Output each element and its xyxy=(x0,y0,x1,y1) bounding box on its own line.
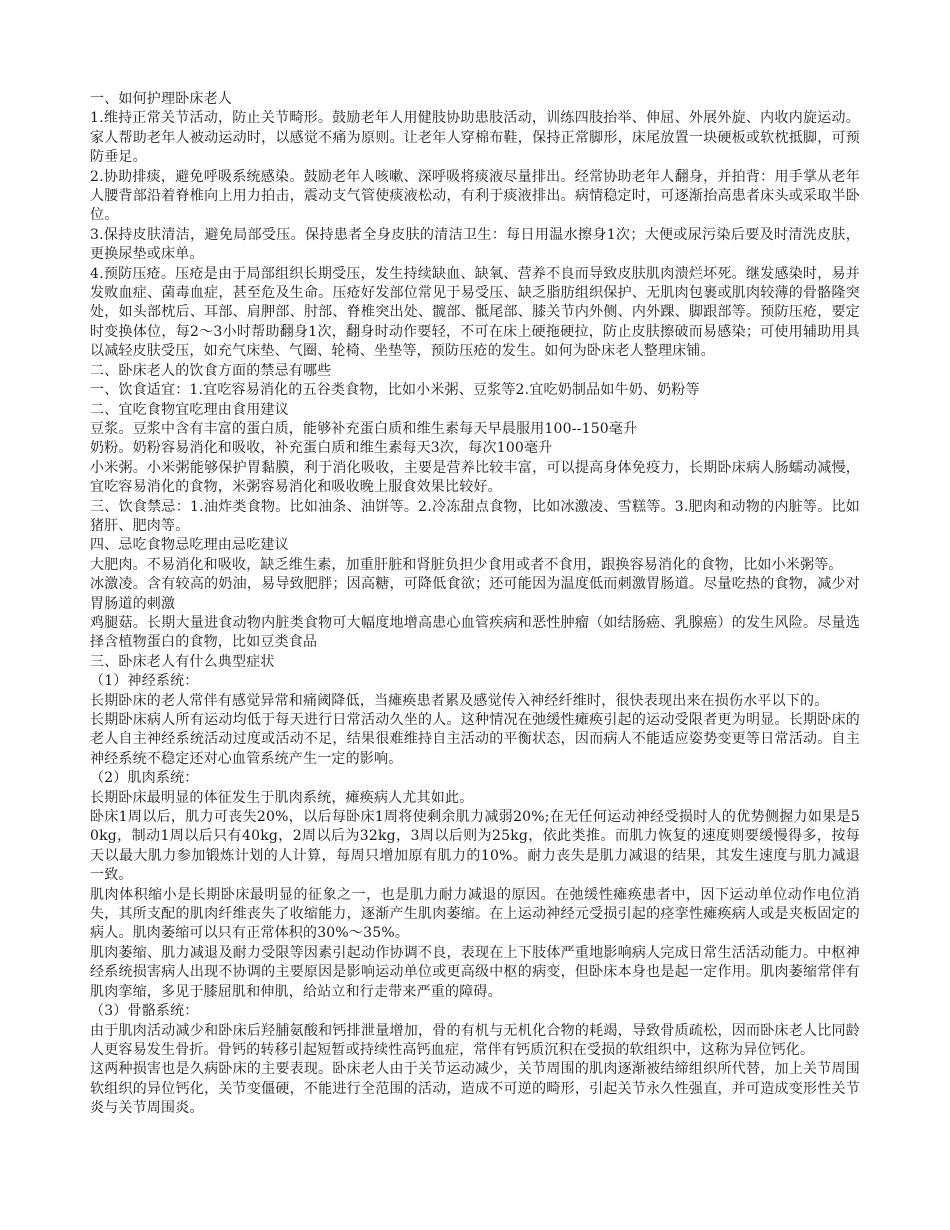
paragraph: 鸡腿菇。长期大量进食动物内脏类食物可大幅度地增高患心血管疾病和恶性肿瘤（如结肠癌、乳腺癌）的发生风险。尽量选择含植物蛋白的食物，比如豆类食品 xyxy=(90,614,860,651)
paragraph: 由于肌肉活动减少和卧床后羟脯氨酸和钙排泄量增加，骨的有机与无机化合物的耗竭，导致骨质疏松，因而卧床老人比同龄人更容易发生骨折。骨钙的转移引起短暂或持续性高钙血症，常伴有钙质沉积在受损的软组织中，这称为异位钙化。 xyxy=(90,1022,860,1058)
subsection-heading: （1）神经系统： xyxy=(90,673,199,690)
paragraph: 1.维持正常关节活动，防止关节畸形。鼓励老年人用健肢协助患肢活动，训练四肢抬举、伸屈、外展外旋、内收内旋运动。家人帮助老年人被动运动时，以感觉不痛为原则。让老年人穿棉布鞋，保持正常脚形，床尾放置一块硬板或软枕抵脚，可预防垂足。 xyxy=(90,110,860,166)
section-heading: 三、卧床老人有什么典型症状 xyxy=(90,653,275,670)
subsection-heading: 二、宜吃食物宜吃理由食用建议 xyxy=(90,401,289,418)
paragraph: 3.保持皮肤清洁，避免局部受压。保持患者全身皮肤的清洁卫生：每日用温水擦身1次；大便或尿污染后要及时清洗皮肤，更换尿垫或床单。 xyxy=(90,226,860,263)
paragraph: 4.预防压疮。压疮是由于局部组织长期受压，发生持续缺血、缺氧、营养不良而导致皮肤肌肉溃烂坏死。继发感染时，易并发败血症、菌毒血症，甚至危及生命。压疮好发部位常见于易受压、缺乏脂肪组织保护、无肌肉包裹或肌肉较薄的骨骼隆突处，如头部枕后、耳部、肩胛部、肘部、脊椎突出处、髋部、骶尾部、膝关节内外侧、内外踝、脚跟部等。预防压疮，要定时变换体位，每2～3小时帮助翻身1次，翻身时动作要轻，不可在床上硬拖硬拉，防止皮肤擦破而易感染；可使用辅助用具以减轻皮肤受压，如充气床垫、气圈、轮椅、坐垫等，预防压疮的发生。如何为卧床老人整理床铺。 xyxy=(90,265,860,360)
paragraph: 长期卧床的老人常伴有感觉异常和痛阈降低，当瘫痪患者累及感觉传入神经纤维时，很快表现出来在损伤水平以下的。 xyxy=(90,692,829,709)
paragraph: 小米粥。小米粥能够保护胃黏膜，利于消化吸收，主要是营养比较丰富，可以提高身体免疫力，长期卧床病人肠蠕动减慢，宜吃容易消化的食物，米粥容易消化和吸收晚上服食效果比较好。 xyxy=(90,459,860,496)
document-body xyxy=(90,90,860,1119)
paragraph: 卧床1周以后，肌力可丧失20%，以后每卧床1周将使剩余肌力减弱20%;在无任何运动神经受损时人的优势侧握力如果是50kg，制动1周以后只有40kg，2周以后为32kg，3周以后则为25kg，依此类推。而肌力恢复的速度则要缓慢得多，按每天以最大肌力参加锻炼计划的人计算，每周只增加原有肌力的10%。耐力丧失是肌力减退的结果，其发生速度与肌力减退一致。 xyxy=(90,809,860,884)
subsection-heading: （2）肌肉系统： xyxy=(90,770,199,787)
paragraph: 豆浆。豆浆中含有丰富的蛋白质，能够补充蛋白质和维生素每天早晨服用100--150毫升 xyxy=(90,420,638,437)
section-heading: 一、如何护理卧床老人 xyxy=(90,91,232,107)
paragraph: 2.协助排痰，避免呼吸系统感染。鼓励老年人咳嗽、深呼吸将痰液尽量排出。经常协助老年人翻身，并拍背：用手掌从老年人腰背部沿着脊椎向上用力拍击，震动支气管使痰液松动，有利于痰液排出。病情稳定时，可逐渐抬高患者床头或采取半卧位。 xyxy=(90,168,860,224)
subsection-heading: （3）骨骼系统： xyxy=(90,1003,199,1020)
paragraph: 大肥肉。不易消化和吸收，缺乏维生素，加重肝脏和肾脏负担少食用或者不食用，跟换容易消化的食物，比如小米粥等。 xyxy=(90,556,843,573)
subsection-heading: 四、忌吃食物忌吃理由忌吃建议 xyxy=(90,537,289,554)
section-heading: 二、卧床老人的饮食方面的禁忌有哪些 xyxy=(90,362,332,379)
paragraph: 奶粉。奶粉容易消化和吸收，补充蛋白质和维生素每天3次，每次100毫升 xyxy=(90,440,553,457)
paragraph: 一、饮食适宜：1.宜吃容易消化的五谷类食物，比如小米粥、豆浆等2.宜吃奶制品如牛奶、奶粉等 xyxy=(90,382,700,399)
paragraph: 冰激凌。含有较高的奶油，易导致肥胖；因高糖，可降低食欲；还可能因为温度低而刺激胃肠道。尽量吃热的食物，减少对胃肠道的刺激 xyxy=(90,576,860,612)
paragraph: 这两种损害也是久病卧床的主要表现。卧床老人由于关节运动减少，关节周围的肌肉逐渐被结缔组织所代替，加上关节周围软组织的异位钙化，关节变僵硬，不能进行全范围的活动，造成不可逆的畸形，引起关节永久性强直，并可造成变形性关节炎与关节周围炎。 xyxy=(90,1061,860,1117)
paragraph: 三、饮食禁忌：1.油炸类食物。比如油条、油饼等。2.冷冻甜点食物，比如冰激凌、雪糕等。3.肥肉和动物的内脏等。比如猪肝、肥肉等。 xyxy=(90,498,860,534)
paragraph: 肌肉体积缩小是长期卧床最明显的征象之一，也是肌力耐力减退的原因。在弛缓性瘫痪患者中，因下运动单位动作电位消失，其所支配的肌肉纤维丧失了收缩能力，逐渐产生肌肉萎缩。在上运动神经元受损引起的痉挛性瘫痪病人或是夹板固定的病人。肌肉萎缩可以只有正常体积的30%～35%。 xyxy=(90,886,860,942)
paragraph: 肌肉萎缩、肌力减退及耐力受限等因素引起动作协调不良，表现在上下肢体严重地影响病人完成日常生活活动能力。中枢神经系统损害病人出现不协调的主要原因是影响运动单位或更高级中枢的病变，但卧床本身也是起一定作用。肌肉萎缩常伴有肌肉挛缩，多见于膝屈肌和伸肌，给站立和行走带来严重的障碍。 xyxy=(90,944,860,1000)
paragraph: 长期卧床病人所有运动均低于每天进行日常活动久坐的人。这种情况在弛缓性瘫痪引起的运动受限者更为明显。长期卧床的老人自主神经系统活动过度或活动不足，结果很难维持自主活动的平衡状态，因而病人不能适应姿势变更等日常活动。自主神经系统不稳定还对心血管系统产生一定的影响。 xyxy=(90,712,860,767)
paragraph: 长期卧床最明显的体征发生于肌肉系统，瘫痪病人尤其如此。 xyxy=(90,789,474,806)
